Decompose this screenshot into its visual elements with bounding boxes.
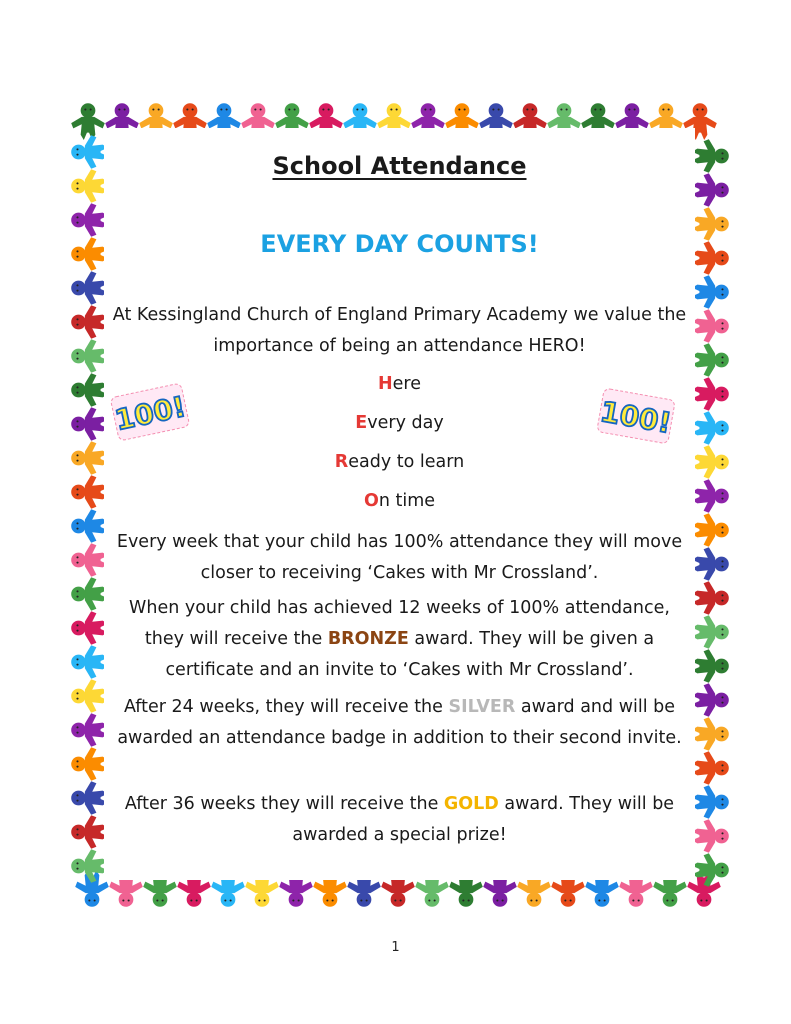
para-text: When your child has achieved 12 weeks of 100% attendance, they will receive the <box>129 598 670 649</box>
person-icon <box>71 135 108 169</box>
person-icon <box>692 343 729 377</box>
person-icon <box>692 751 729 785</box>
intro-paragraph: At Kessingland Church of England Primary Academy we value the importance of being an attendance HERO! <box>112 305 687 356</box>
person-icon <box>71 611 108 645</box>
person-icon <box>692 717 729 751</box>
hero-rest: eady to learn <box>348 452 465 472</box>
hero-initial: E <box>355 413 368 433</box>
para-text: After 36 weeks they will receive the <box>124 794 444 814</box>
person-icon <box>71 713 108 747</box>
person-icon <box>71 645 108 679</box>
gold-paragraph <box>112 789 687 851</box>
hero-initial: O <box>363 491 379 511</box>
bronze-paragraph <box>112 593 687 686</box>
silver-paragraph <box>112 692 687 754</box>
person-icon <box>692 275 729 309</box>
person-icon <box>71 407 108 441</box>
hero-rest: very day <box>367 413 444 433</box>
person-icon <box>692 309 729 343</box>
bronze-award: BRONZE <box>327 629 409 649</box>
person-icon <box>692 615 729 649</box>
person-icon <box>692 479 729 513</box>
silver-award: SILVER <box>448 697 516 717</box>
para-text: After 24 weeks, they will receive the <box>123 697 449 717</box>
person-icon <box>71 103 105 140</box>
person-icon <box>71 815 108 849</box>
person-icon <box>71 849 108 883</box>
person-icon <box>692 819 729 853</box>
person-icon <box>71 543 108 577</box>
person-icon <box>71 373 108 407</box>
person-icon <box>692 683 729 717</box>
person-icon <box>71 441 108 475</box>
para-text: award. They will be awarded a special prize! <box>292 794 675 845</box>
hero-rest: ere <box>392 374 421 394</box>
gold-award: GOLD <box>443 794 499 814</box>
person-icon <box>71 475 108 509</box>
person-icon <box>71 577 108 611</box>
hero-line-o <box>104 489 695 513</box>
badge-100-right <box>596 386 676 446</box>
badge-text: 100! <box>112 389 189 438</box>
person-icon <box>692 547 729 581</box>
page-subtitle: EVERY DAY COUNTS! <box>260 230 539 258</box>
person-icon <box>71 339 108 373</box>
para-text: award. They will be given a certificate and an invite to ‘Cakes with Mr Crossland’. <box>165 629 655 680</box>
person-icon <box>692 207 729 241</box>
person-icon <box>692 173 729 207</box>
person-icon <box>71 305 108 339</box>
person-icon <box>71 271 108 305</box>
hero-line-r <box>104 450 695 474</box>
hero-initial: H <box>378 374 393 394</box>
person-icon <box>71 509 108 543</box>
person-icon <box>692 377 729 411</box>
person-icon <box>71 203 108 237</box>
person-icon <box>692 445 729 479</box>
person-icon <box>692 241 729 275</box>
person-icon <box>71 169 108 203</box>
person-icon <box>692 785 729 819</box>
badge-100-left <box>110 382 190 442</box>
person-icon <box>71 747 108 781</box>
hero-rest: n time <box>378 491 436 511</box>
hero-initial: R <box>334 452 349 472</box>
badge-text: 100! <box>597 395 674 440</box>
para-text: award and will be awarded an attendance badge in addition to their second invite. <box>117 697 682 748</box>
person-icon <box>692 139 729 173</box>
person-icon <box>692 649 729 683</box>
person-icon <box>71 679 108 713</box>
page-number: 1 <box>391 940 400 955</box>
page-title: School Attendance <box>272 152 527 180</box>
person-icon <box>71 237 108 271</box>
weekly-paragraph: Every week that your child has 100% attendance they will move closer to receiving ‘Cakes with Mr Crossland’. <box>116 532 683 583</box>
person-icon <box>71 781 108 815</box>
person-icon <box>692 581 729 615</box>
person-icon <box>692 513 729 547</box>
person-icon <box>692 411 729 445</box>
